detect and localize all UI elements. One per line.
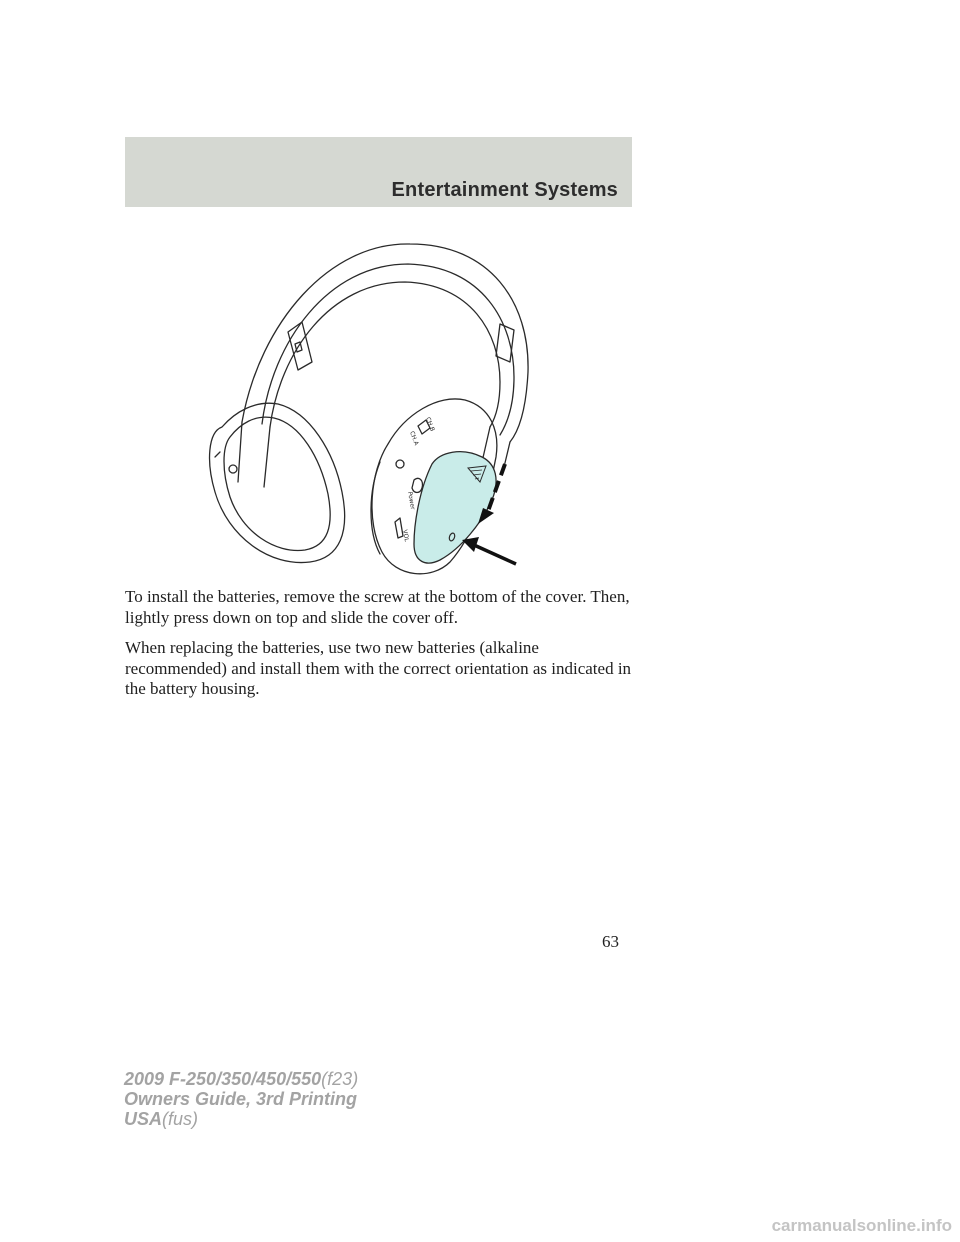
headphones-illustration [200,232,540,578]
footer-model-code: (f23) [321,1069,359,1089]
document-footer [124,1069,358,1129]
footer-market: USA [124,1109,163,1129]
footer-guide: Owners Guide, 3rd Printing [124,1089,358,1109]
label-ch-a: CH.A [408,430,420,447]
left-cup-button [229,465,237,473]
body-text [125,587,635,710]
left-slider [288,322,312,370]
section-header [125,137,632,207]
right-slider [496,324,514,362]
headband-inner [270,282,500,427]
battery-cover [414,452,496,563]
section-title: Entertainment Systems [391,179,618,201]
paragraph-replace-batteries: When replacing the batteries, use two new batteries (alkaline recommended) and install them with the correct orientation as indicated in the battery housing. [125,638,632,698]
label-ch-b: CH.B [424,416,436,433]
footer-market-code: (fus) [162,1109,199,1129]
screw-pointer-arrow [474,545,516,564]
page-number: 63 [602,932,619,951]
label-power: Power [406,491,417,511]
paragraph-remove-cover: To install the batteries, remove the screw at the bottom of the cover. Then, lightly press down on top and slide the cover off. [125,587,630,627]
volume-dial [395,518,403,538]
headphones-battery-diagram [200,232,540,578]
watermark: carmanualsonline.info [771,1216,952,1235]
indicator-light [396,460,404,468]
label-volume: VOL [401,529,411,543]
footer-model: 2009 F-250/350/450/550 [124,1069,322,1089]
